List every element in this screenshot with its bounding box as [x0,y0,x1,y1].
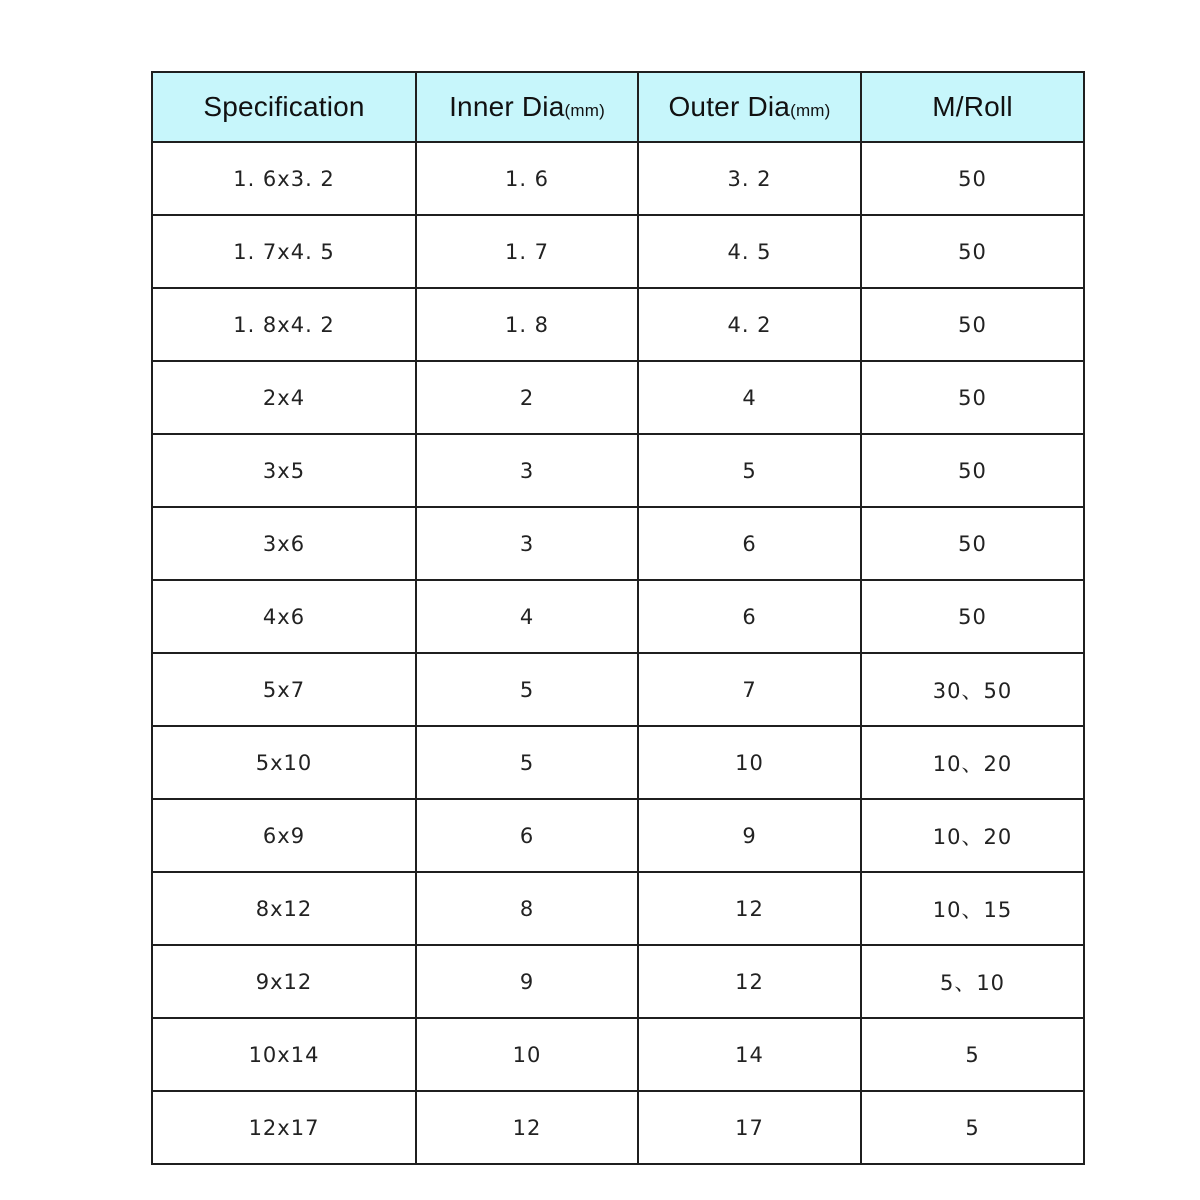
cell-outer-dia: 6 [638,580,861,653]
cell-inner-dia: 1. 7 [416,215,638,288]
cell-outer-dia: 3. 2 [638,142,861,215]
cell-specification: 10x14 [152,1018,416,1091]
cell-inner-dia: 3 [416,507,638,580]
cell-m-roll: 50 [861,215,1084,288]
table-row [152,945,1084,1018]
cell-inner-dia: 6 [416,799,638,872]
cell-specification: 2x4 [152,361,416,434]
cell-inner-dia: 1. 8 [416,288,638,361]
cell-inner-dia: 2 [416,361,638,434]
header-label: Specification [203,91,365,122]
table-header [152,72,1084,142]
cell-specification: 3x6 [152,507,416,580]
table-row [152,1091,1084,1164]
table-row [152,1018,1084,1091]
table-row [152,361,1084,434]
cell-specification: 5x10 [152,726,416,799]
cell-m-roll: 30、50 [861,653,1084,726]
table-row [152,288,1084,361]
header-label: Inner Dia [449,91,565,122]
cell-inner-dia: 5 [416,653,638,726]
cell-m-roll: 10、20 [861,726,1084,799]
table-row [152,507,1084,580]
cell-m-roll: 10、15 [861,872,1084,945]
header-outer-dia [638,72,861,142]
cell-inner-dia: 3 [416,434,638,507]
cell-outer-dia: 4. 5 [638,215,861,288]
table-row [152,215,1084,288]
table-row [152,799,1084,872]
cell-inner-dia: 10 [416,1018,638,1091]
cell-specification: 1. 6x3. 2 [152,142,416,215]
cell-outer-dia: 4. 2 [638,288,861,361]
cell-specification: 1. 7x4. 5 [152,215,416,288]
cell-specification: 5x7 [152,653,416,726]
cell-m-roll: 5 [861,1018,1084,1091]
cell-m-roll: 50 [861,142,1084,215]
header-unit: (mm) [790,101,831,120]
table-row [152,872,1084,945]
cell-outer-dia: 4 [638,361,861,434]
table-row [152,434,1084,507]
table-row [152,653,1084,726]
cell-specification: 1. 8x4. 2 [152,288,416,361]
header-m-roll [861,72,1084,142]
cell-m-roll: 10、20 [861,799,1084,872]
cell-outer-dia: 10 [638,726,861,799]
cell-inner-dia: 8 [416,872,638,945]
cell-specification: 9x12 [152,945,416,1018]
cell-outer-dia: 6 [638,507,861,580]
cell-outer-dia: 5 [638,434,861,507]
cell-outer-dia: 14 [638,1018,861,1091]
cell-specification: 8x12 [152,872,416,945]
cell-specification: 4x6 [152,580,416,653]
header-inner-dia [416,72,638,142]
header-label: M/Roll [932,91,1013,122]
cell-specification: 3x5 [152,434,416,507]
cell-specification: 6x9 [152,799,416,872]
cell-m-roll: 50 [861,580,1084,653]
cell-outer-dia: 12 [638,945,861,1018]
cell-outer-dia: 9 [638,799,861,872]
header-specification [152,72,416,142]
cell-outer-dia: 17 [638,1091,861,1164]
cell-inner-dia: 5 [416,726,638,799]
table-row [152,726,1084,799]
cell-m-roll: 5、10 [861,945,1084,1018]
cell-inner-dia: 4 [416,580,638,653]
cell-inner-dia: 12 [416,1091,638,1164]
cell-inner-dia: 1. 6 [416,142,638,215]
table-row [152,580,1084,653]
header-label: Outer Dia [668,91,791,122]
cell-outer-dia: 7 [638,653,861,726]
cell-m-roll: 5 [861,1091,1084,1164]
cell-m-roll: 50 [861,288,1084,361]
cell-specification: 12x17 [152,1091,416,1164]
cell-m-roll: 50 [861,507,1084,580]
cell-inner-dia: 9 [416,945,638,1018]
cell-m-roll: 50 [861,361,1084,434]
header-row [152,72,1084,142]
cell-outer-dia: 12 [638,872,861,945]
header-unit: (mm) [564,101,605,120]
spec-table [151,71,1085,1165]
cell-m-roll: 50 [861,434,1084,507]
table-body [152,142,1084,1164]
table-row [152,142,1084,215]
